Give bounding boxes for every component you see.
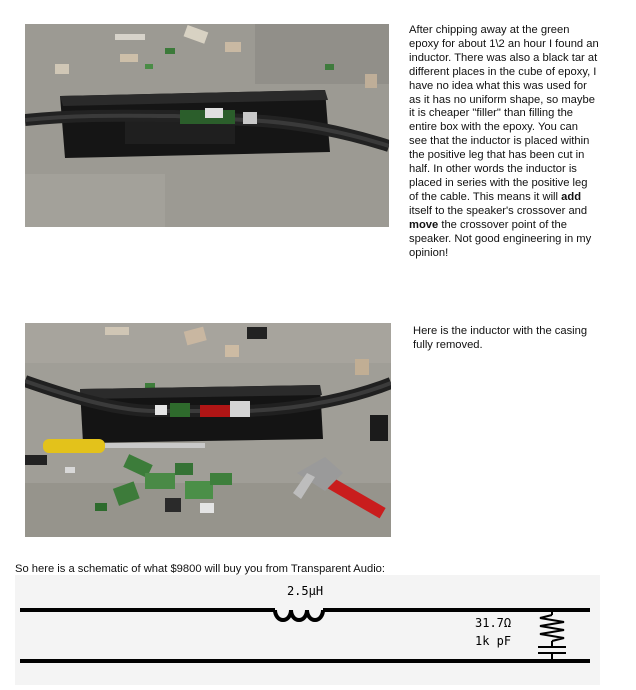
para1-text-start: After chipping away at the green epoxy for about 1\2 an hour I found an inductor. There was also a black tar at different places in the cube of epoxy, I have no idea what this was used for as it has no uniform shape, so maybe it is cheaper "filler" than filling the entire box with the epoxy. You can see that the inductor is placed within the positive leg that has been cut in half. In other words the inductor is placed in series with the positive leg of the cable. This means it will <box>409 24 599 203</box>
inductor-exposed-photo-drawing <box>25 323 391 537</box>
schematic-caption: So here is a schematic of what $9800 will buy you from Transparent Audio: <box>15 563 386 575</box>
resistor-label: 31.7Ω <box>475 616 512 630</box>
epoxy-box-photo-drawing <box>25 24 389 227</box>
paragraph-casing-removed: Here is the inductor with the casing fully removed. <box>413 325 588 351</box>
schematic-diagram <box>15 575 600 685</box>
para1-text-end: the crossover point of the speaker. Not good engineering in my opinion! <box>409 218 592 259</box>
para1-bold-add: add <box>561 190 582 203</box>
inductor-label: 2.5µH <box>286 584 324 598</box>
para1-bold-move: move <box>409 218 439 231</box>
paragraph-inductor-found <box>409 24 599 260</box>
schematic-svg <box>15 575 600 685</box>
photo-epoxy-partially-removed <box>25 24 389 227</box>
photo-casing-fully-removed <box>25 323 391 537</box>
capacitor-label: 1k pF <box>475 634 512 648</box>
para1-text-middle: itself to the speaker's crossover and <box>409 204 588 217</box>
